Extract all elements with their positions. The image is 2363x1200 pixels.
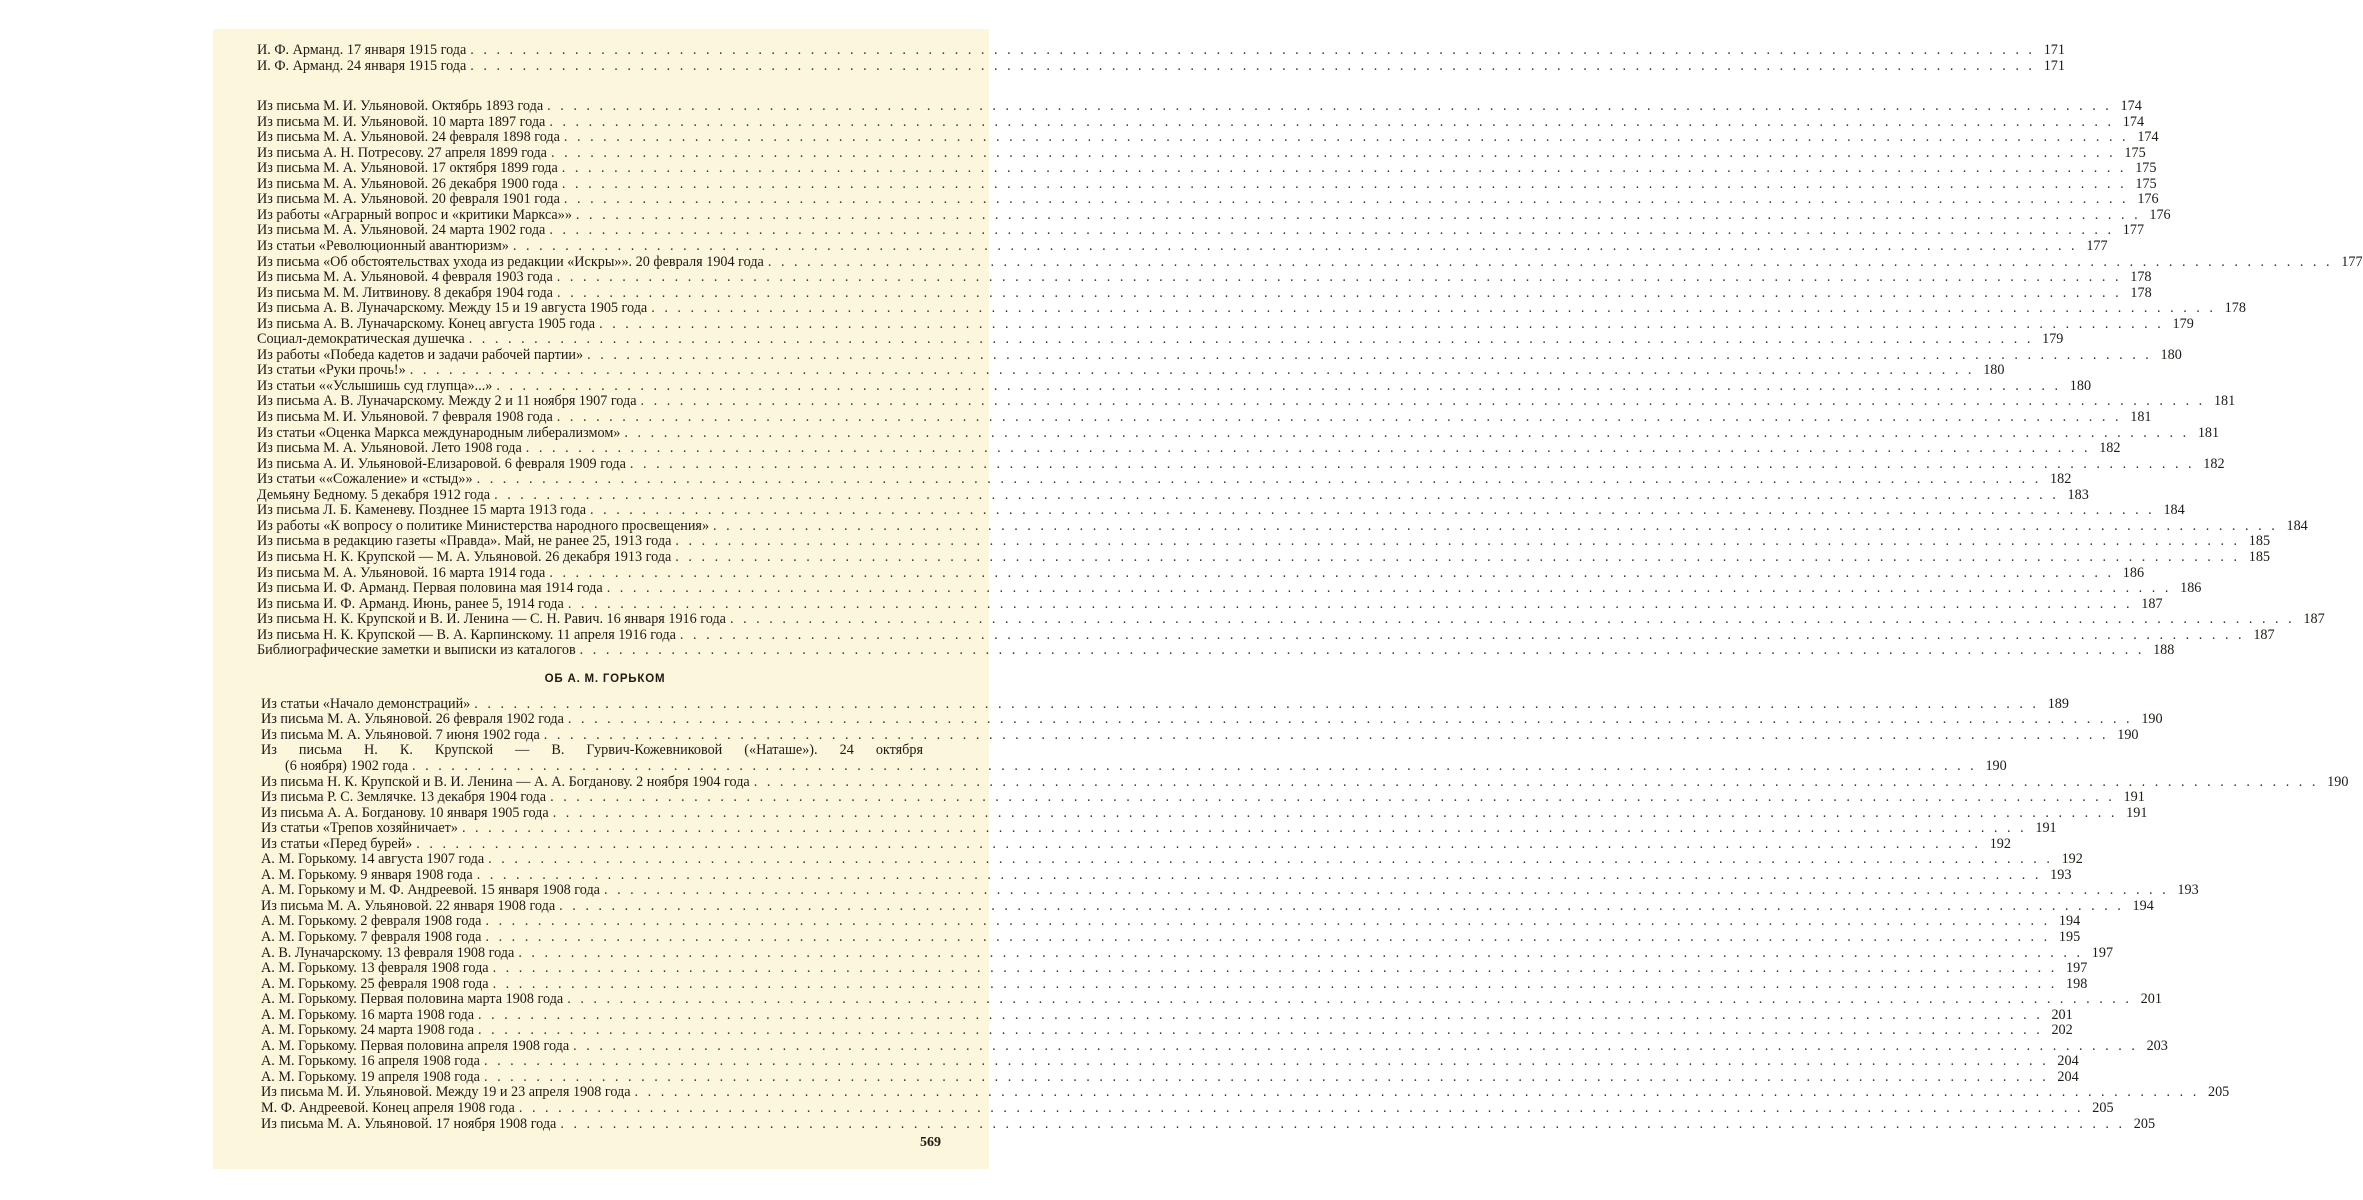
leader-dots: . . . . . . . . . . . . . . . . . . . . . . . . . . . . . . . . . . . . . . . . . . . . . . . . . . . . . . . . . . . . . . . . . . . . . . . . . . . . . . . . . . . . . . . . . . . . . . . . . . . . . . . . . . . . . . . . . . . . . . . . [634, 1084, 2200, 1101]
leader-dots: . . . . . . . . . . . . . . . . . . . . . . . . . . . . . . . . . . . . . . . . . . . . . . . . . . . . . . . . . . . . . . . . . . . . . . . . . . . . . . . . . . . . . . . . . . . . . . . . . . . . . . . . . . . . . . . . . . . . . . . . [729, 611, 2295, 628]
toc-entry [257, 1037, 2168, 1055]
toc-entry-title: Из статьи «Руки прочь!» [257, 362, 406, 379]
page-number: 569 [920, 1135, 941, 1150]
toc-entry-page: 180 [2160, 346, 2182, 363]
toc-entry-page: 177 [2341, 253, 2363, 270]
toc-entry-title: А. М. Горькому. 9 января 1908 года [261, 866, 473, 883]
toc-entry [257, 377, 2092, 395]
toc-entry-page: 197 [2066, 960, 2088, 977]
leader-dots: . . . . . . . . . . . . . . . . . . . . . . . . . . . . . . . . . . . . . . . . . . . . . . . . . . . . . . . . . . . . . . . . . . . . . . . . . . . . . . . . . . . . . . . . . . . . . . . . . . . . . . . . . . . . . . . . . . . . . . . . [606, 580, 2172, 597]
leader-dots: . . . . . . . . . . . . . . . . . . . . . . . . . . . . . . . . . . . . . . . . . . . . . . . . . . . . . . . . . . . . . . . . . . . . . . . . . . . . . . . . . . . . . . . . . . . . . . . . . . . . . . . . . . . . . . . . . . . . . . . . [559, 897, 2124, 914]
toc-entry-title: А. М. Горькому. 19 апреля 1908 года [261, 1068, 480, 1085]
toc-entry [257, 1053, 2079, 1070]
toc-entry-page: 175 [2135, 160, 2157, 177]
toc-entry-title: А. М. Горькому. 25 февраля 1908 года [261, 975, 489, 992]
toc-entry-title: Из письма Н. К. Крупской и В. И. Ленина — А. А. Богданову. 2 ноября 1904 года [261, 773, 750, 790]
toc-entry [257, 866, 2072, 884]
leader-dots: . . . . . . . . . . . . . . . . . . . . . . . . . . . . . . . . . . . . . . . . . . . . . . . . . . . . . . . . . . . . . . . . . . . . . . . . . . . . . . . . . . . . . . . . . . . . . . . . . . . . . . . . . . . . . . . . . . . . . . . . [550, 144, 2116, 161]
leader-dots: . . . . . . . . . . . . . . . . . . . . . . . . . . . . . . . . . . . . . . . . . . . . . . . . . . . . . . . . . . . . . . . . . . . . . . . . . . . . . . . . . . . . . . . . . . . . . . . . . . . . . . . . . . . . . . . . . . . . . . . . [550, 789, 2115, 806]
toc-entry [257, 742, 2007, 774]
leader-dots: . . . . . . . . . . . . . . . . . . . . . . . . . . . . . . . . . . . . . . . . . . . . . . . . . . . . . . . . . . . . . . . . . . . . . . . . . . . . . . . . . . . . . . . . . . . . . . . . . . . . . . . . . . . . . . . . . . . . . . . . [518, 1100, 2084, 1116]
toc-entry-title: Из статьи ««Сожаление» и «стыд»» [257, 471, 473, 488]
toc-entry-page: 204 [2057, 1068, 2079, 1085]
toc-entry [257, 564, 2145, 582]
leader-dots: . . . . . . . . . . . . . . . . . . . . . . . . . . . . . . . . . . . . . . . . . . . . . . . . . . . . . . . . . . . . . . . . . . . . . . . . . . . . . . . . . . . . . . . . . . . . . . . . . . . . . . . . . . . . . . . . . . . . . . . . [476, 471, 2042, 488]
toc-entry-title: А. М. Горькому. Первая половина марта 1908 года [261, 991, 564, 1008]
toc-entry-page: 182 [2050, 471, 2072, 488]
toc-entry-page: 186 [2180, 580, 2202, 597]
toc-entry [257, 928, 2081, 946]
toc-entry [257, 98, 2142, 115]
leader-dots: . . . . . . . . . . . . . . . . . . . . . . . . . . . . . . . . . . . . . . . . . . . . . . . . . . . . . . . . . . . . . . . . . . . . . . . . . . . . . . . . . . . . . . . . . . . . . . . . . . . . . . . . . . . . . . . . . . . . . . . . [543, 726, 2109, 743]
leader-dots: . . . . . . . . . . . . . . . . . . . . . . . . . . . . . . . . . . . . . . . . . . . . . . . . . . . . . . . . . . . . . . . . . . . . . . . . . . . . . . . . . . . . . . . . . . . . . . . . . . . . . . . . . . . . . . . . . . . . . . . . [713, 517, 2278, 534]
leader-dots: . . . . . . . . . . . . . . . . . . . . . . . . . . . . . . . . . . . . . . . . . . . . . . . . . . . . . . . . . . . . . . . . . . . . . . . . . . . . . . . . . . . . . . . . . . . . . . . . . . . . . . . . . . . . . . . . . . . . . . . . [587, 346, 2152, 363]
toc-entry [257, 580, 2202, 597]
leader-dots: . . . . . . . . . . . . . . . . . . . . . . . . . . . . . . . . . . . . . . . . . . . . . . . . . . . . . . . . . . . . . . . . . . . . . . . . . . . . . . . . . . . . . . . . . . . . . . . . . . . . . . . . . . . . . . . . . . . . . . . . [563, 129, 2129, 146]
toc-entry [257, 1084, 2230, 1101]
toc-group-gorky [257, 695, 2349, 1132]
toc-entry-page: 174 [2120, 98, 2142, 115]
leader-dots: . . . . . . . . . . . . . . . . . . . . . . . . . . . . . . . . . . . . . . . . . . . . . . . . . . . . . . . . . . . . . . . . . . . . . . . . . . . . . . . . . . . . . . . . . . . . . . . . . . . . . . . . . . . . . . . . . . . . . . . . [492, 975, 2058, 992]
toc-entry-title: Социал-демократическая душечка [257, 331, 465, 348]
toc-entry-title: Из письма М. А. Ульяновой. 26 февраля 1902 года [261, 711, 564, 728]
toc-entry-page: 185 [2248, 533, 2271, 550]
toc-entry-page: 184 [2163, 502, 2185, 519]
toc-entry [257, 1115, 2156, 1133]
toc-entry-page: 187 [2303, 611, 2325, 628]
toc-entry [257, 611, 2325, 628]
toc-entry [257, 129, 2159, 146]
toc-entry-page: 178 [2130, 269, 2152, 286]
toc-entry-page: 197 [2091, 944, 2114, 961]
toc-entry [257, 331, 2064, 348]
toc-entry-title: И. Ф. Арманд. 17 января 1915 года [257, 42, 467, 58]
toc-entry-title: А. М. Горькому. 7 февраля 1908 года [261, 928, 482, 945]
toc-entry-page: 189 [2047, 695, 2069, 712]
leader-dots: . . . . . . . . . . . . . . . . . . . . . . . . . . . . . . . . . . . . . . . . . . . . . . . . . . . . . . . . . . . . . . . . . . . . . . . . . . . . . . . . . . . . . . . . . . . . . . . . . . . . . . . . . . . . . . . . . . . . . . . . [561, 175, 2127, 192]
toc-entry-title: Из письма Р. С. Землячке. 13 декабря 1904 года [261, 789, 547, 806]
table-of-contents [257, 42, 2363, 1132]
leader-dots: . . . . . . . . . . . . . . . . . . . . . . . . . . . . . . . . . . . . . . . . . . . . . . . . . . . . . . . . . . . . . . . . . . . . . . . . . . . . . . . . . . . . . . . . . . . . . . . . . . . . . . . . . . . . . . . . . . . . . . . . [485, 928, 2051, 945]
toc-entry [257, 300, 2246, 317]
leader-dots: . . . . . . . . . . . . . . . . . . . . . . . . . . . . . . . . . . . . . . . . . . . . . . . . . . . . . . . . . . . . . . . . . . . . . . . . . . . . . . . . . . . . . . . . . . . . . . . . . . . . . . . . . . . . . . . . . . . . . . . . [412, 757, 1977, 774]
leader-dots: . . . . . . . . . . . . . . . . . . . . . . . . . . . . . . . . . . . . . . . . . . . . . . . . . . . . . . . . . . . . . . . . . . . . . . . . . . . . . . . . . . . . . . . . . . . . . . . . . . . . . . . . . . . . . . . . . . . . . . . . [547, 98, 2112, 115]
leader-dots: . . . . . . . . . . . . . . . . . . . . . . . . . . . . . . . . . . . . . . . . . . . . . . . . . . . . . . . . . . . . . . . . . . . . . . . . . . . . . . . . . . . . . . . . . . . . . . . . . . . . . . . . . . . . . . . . . . . . . . . . [478, 1022, 2043, 1039]
leader-dots: . . . . . . . . . . . . . . . . . . . . . . . . . . . . . . . . . . . . . . . . . . . . . . . . . . . . . . . . . . . . . . . . . . . . . . . . . . . . . . . . . . . . . . . . . . . . . . . . . . . . . . . . . . . . . . . . . . . . . . . . [461, 820, 2027, 837]
toc-entry-title: А. В. Луначарскому. 13 февраля 1908 года [261, 944, 515, 961]
toc-entry [257, 820, 2057, 837]
toc-entry-page: 185 [2248, 548, 2270, 565]
leader-dots: . . . . . . . . . . . . . . . . . . . . . . . . . . . . . . . . . . . . . . . . . . . . . . . . . . . . . . . . . . . . . . . . . . . . . . . . . . . . . . . . . . . . . . . . . . . . . . . . . . . . . . . . . . . . . . . . . . . . . . . . [679, 626, 2245, 643]
leader-dots: . . . . . . . . . . . . . . . . . . . . . . . . . . . . . . . . . . . . . . . . . . . . . . . . . . . . . . . . . . . . . . . . . . . . . . . . . . . . . . . . . . . . . . . . . . . . . . . . . . . . . . . . . . . . . . . . . . . . . . . . [416, 835, 1981, 852]
leader-dots: . . . . . . . . . . . . . . . . . . . . . . . . . . . . . . . . . . . . . . . . . . . . . . . . . . . . . . . . . . . . . . . . . . . . . . . . . . . . . . . . . . . . . . . . . . . . . . . . . . . . . . . . . . . . . . . . . . . . . . . . [488, 851, 2053, 868]
toc-entry [257, 206, 2171, 224]
toc-entry-page: 194 [2132, 897, 2154, 914]
toc-entry-title: Из письма М. А. Ульяновой. 24 февраля 1898 года [257, 129, 560, 146]
toc-entry [257, 362, 2005, 379]
leader-dots: . . . . . . . . . . . . . . . . . . . . . . . . . . . . . . . . . . . . . . . . . . . . . . . . . . . . . . . . . . . . . . . . . . . . . . . . . . . . . . . . . . . . . . . . . . . . . . . . . . . . . . . . . . . . . . . . . . . . . . . . [575, 206, 2141, 223]
toc-entry-title: Из письма Л. Б. Каменеву. Позднее 15 марта 1913 года [257, 502, 587, 519]
section-heading: ОБ А. М. ГОРЬКОМ [544, 672, 666, 685]
toc-entry-title: А. М. Горькому и М. Ф. Андреевой. 15 января 1908 года [261, 882, 600, 899]
toc-entry-page: 201 [2140, 991, 2162, 1008]
toc-entry-page: 198 [2066, 975, 2088, 992]
toc-entry-page: 204 [2057, 1053, 2079, 1070]
toc-entry-title: Из письма М. И. Ульяновой. Октябрь 1893 года [257, 98, 544, 115]
toc-entry [257, 144, 2146, 162]
leader-dots: . . . . . . . . . . . . . . . . . . . . . . . . . . . . . . . . . . . . . . . . . . . . . . . . . . . . . . . . . . . . . . . . . . . . . . . . . . . . . . . . . . . . . . . . . . . . . . . . . . . . . . . . . . . . . . . . . . . . . . . . [561, 160, 2127, 177]
toc-entry-title: А. М. Горькому. Первая половина апреля 1908 года [261, 1037, 570, 1054]
toc-entry-title: Из письма Н. К. Крупской — В. А. Карпинскому. 11 апреля 1916 года [257, 626, 676, 643]
toc-entry-page: 190 [1985, 757, 2007, 774]
toc-entry [257, 1068, 2079, 1086]
leader-dots: . . . . . . . . . . . . . . . . . . . . . . . . . . . . . . . . . . . . . . . . . . . . . . . . . . . . . . . . . . . . . . . . . . . . . . . . . . . . . . . . . . . . . . . . . . . . . . . . . . . . . . . . . . . . . . . . . . . . . . . . [525, 440, 2091, 457]
toc-entry-title: Из письма М. И. Ульяновой. 10 марта 1897 года [257, 113, 546, 130]
toc-entry-title: Из письма И. Ф. Арманд. Первая половина мая 1914 года [257, 580, 603, 597]
toc-entry-title: А. М. Горькому. 16 марта 1908 года [261, 1006, 475, 1023]
toc-group-main [257, 98, 2363, 659]
toc-entry-title: М. Ф. Андреевой. Конец апреля 1908 года [261, 1100, 515, 1116]
toc-entry-title: А. М. Горькому. 24 марта 1908 года [261, 1022, 475, 1039]
toc-entry-title: Из письма М. А. Ульяновой. 20 февраля 1901 года [257, 191, 560, 208]
toc-entry-page: 174 [2122, 113, 2145, 130]
toc-entry [257, 424, 2220, 442]
toc-entry-page: 171 [2043, 57, 2065, 74]
leader-dots: . . . . . . . . . . . . . . . . . . . . . . . . . . . . . . . . . . . . . . . . . . . . . . . . . . . . . . . . . . . . . . . . . . . . . . . . . . . . . . . . . . . . . . . . . . . . . . . . . . . . . . . . . . . . . . . . . . . . . . . . [552, 804, 2118, 821]
leader-dots: . . . . . . . . . . . . . . . . . . . . . . . . . . . . . . . . . . . . . . . . . . . . . . . . . . . . . . . . . . . . . . . . . . . . . . . . . . . . . . . . . . . . . . . . . . . . . . . . . . . . . . . . . . . . . . . . . . . . . . . . [549, 564, 2115, 581]
toc-entry-page: 176 [2137, 191, 2159, 208]
leader-dots: . . . . . . . . . . . . . . . . . . . . . . . . . . . . . . . . . . . . . . . . . . . . . . . . . . . . . . . . . . . . . . . . . . . . . . . . . . . . . . . . . . . . . . . . . . . . . . . . . . . . . . . . . . . . . . . . . . . . . . . . [590, 502, 2155, 519]
leader-dots: . . . . . . . . . . . . . . . . . . . . . . . . . . . . . . . . . . . . . . . . . . . . . . . . . . . . . . . . . . . . . . . . . . . . . . . . . . . . . . . . . . . . . . . . . . . . . . . . . . . . . . . . . . . . . . . . . . . . . . . . [753, 773, 2319, 790]
leader-dots: . . . . . . . . . . . . . . . . . . . . . . . . . . . . . . . . . . . . . . . . . . . . . . . . . . . . . . . . . . . . . . . . . . . . . . . . . . . . . . . . . . . . . . . . . . . . . . . . . . . . . . . . . . . . . . . . . . . . . . . . [640, 393, 2206, 410]
leader-dots: . . . . . . . . . . . . . . . . . . . . . . . . . . . . . . . . . . . . . . . . . . . . . . . . . . . . . . . . . . . . . . . . . . . . . . . . . . . . . . . . . . . . . . . . . . . . . . . . . . . . . . . . . . . . . . . . . . . . . . . . [470, 42, 2035, 58]
toc-entry-title: Из работы «Победа кадетов и задачи рабочей партии» [257, 346, 584, 363]
leader-dots: . . . . . . . . . . . . . . . . . . . . . . . . . . . . . . . . . . . . . . . . . . . . . . . . . . . . . . . . . . . . . . . . . . . . . . . . . . . . . . . . . . . . . . . . . . . . . . . . . . . . . . . . . . . . . . . . . . . . . . . . [556, 409, 2122, 426]
toc-entry-title: А. М. Горькому. 16 апреля 1908 года [261, 1053, 480, 1070]
toc-entry-page: 180 [1983, 362, 2005, 379]
toc-entry-title: Из письма М. И. Ульяновой. 7 февраля 1908 года [257, 409, 553, 426]
toc-entry-title: Из статьи «Оценка Маркса международным либерализмом» [257, 424, 621, 441]
toc-entry [257, 548, 2270, 566]
toc-entry [257, 882, 2199, 899]
toc-entry [257, 517, 2308, 535]
toc-entry-page: 188 [2153, 642, 2175, 659]
toc-entry [257, 175, 2157, 193]
toc-entry-page: 171 [2043, 42, 2065, 58]
toc-entry-title: Из статьи «Революционный авантюризм» [257, 238, 509, 255]
leader-dots: . . . . . . . . . . . . . . . . . . . . . . . . . . . . . . . . . . . . . . . . . . . . . . . . . . . . . . . . . . . . . . . . . . . . . . . . . . . . . . . . . . . . . . . . . . . . . . . . . . . . . . . . . . . . . . . . . . . . . . . . [485, 913, 2051, 930]
toc-entry [257, 222, 2145, 239]
toc-entry-title: А. М. Горькому. 2 февраля 1908 года [261, 913, 482, 930]
leader-dots: . . . . . . . . . . . . . . . . . . . . . . . . . . . . . . . . . . . . . . . . . . . . . . . . . . . . . . . . . . . . . . . . . . . . . . . . . . . . . . . . . . . . . . . . . . . . . . . . . . . . . . . . . . . . . . . . . . . . . . . . [603, 882, 2169, 899]
toc-entry-page: 181 [2130, 409, 2152, 426]
leader-dots: . . . . . . . . . . . . . . . . . . . . . . . . . . . . . . . . . . . . . . . . . . . . . . . . . . . . . . . . . . . . . . . . . . . . . . . . . . . . . . . . . . . . . . . . . . . . . . . . . . . . . . . . . . . . . . . . . . . . . . . . [651, 300, 2216, 317]
toc-entry-title: И. Ф. Арманд. 24 января 1915 года [257, 57, 467, 74]
toc-entry-title: Из письма А. А. Богданову. 10 января 1905 года [261, 804, 549, 821]
toc-entry [257, 409, 2152, 426]
toc-entry-title: Из письма М. А. Ульяновой. 24 марта 1902 года [257, 222, 546, 239]
leader-dots: . . . . . . . . . . . . . . . . . . . . . . . . . . . . . . . . . . . . . . . . . . . . . . . . . . . . . . . . . . . . . . . . . . . . . . . . . . . . . . . . . . . . . . . . . . . . . . . . . . . . . . . . . . . . . . . . . . . . . . . . [560, 1115, 2126, 1132]
toc-entry-page: 193 [2177, 882, 2199, 899]
leader-dots: . . . . . . . . . . . . . . . . . . . . . . . . . . . . . . . . . . . . . . . . . . . . . . . . . . . . . . . . . . . . . . . . . . . . . . . . . . . . . . . . . . . . . . . . . . . . . . . . . . . . . . . . . . . . . . . . . . . . . . . . [549, 113, 2115, 130]
toc-entry-title: Из письма «Об обстоятельствах ухода из редакции «Искры»». 20 февраля 1904 года [257, 253, 764, 270]
toc-entry [257, 455, 2225, 473]
toc-entry-page: 174 [2137, 129, 2159, 146]
toc-entry [257, 851, 2083, 868]
toc-entry-title: Из письма М. М. Литвинову. 8 декабря 1904 года [257, 284, 553, 301]
toc-entry-page: 191 [2123, 789, 2145, 806]
toc-entry-page: 203 [2146, 1037, 2168, 1054]
toc-entry [257, 804, 2148, 822]
toc-entry-title: А. М. Горькому. 14 августа 1907 года [261, 851, 485, 868]
toc-entry-page: 191 [2035, 820, 2057, 837]
toc-entry [257, 835, 2011, 853]
toc-entry [257, 113, 2145, 131]
leader-dots: . . . . . . . . . . . . . . . . . . . . . . . . . . . . . . . . . . . . . . . . . . . . . . . . . . . . . . . . . . . . . . . . . . . . . . . . . . . . . . . . . . . . . . . . . . . . . . . . . . . . . . . . . . . . . . . . . . . . . . . . [573, 1037, 2138, 1054]
toc-entry-page: 181 [2213, 393, 2236, 410]
toc-entry-page: 192 [1989, 835, 2011, 852]
toc-entry [257, 975, 2088, 993]
toc-entry-page: 184 [2286, 517, 2308, 534]
leader-dots: . . . . . . . . . . . . . . . . . . . . . . . . . . . . . . . . . . . . . . . . . . . . . . . . . . . . . . . . . . . . . . . . . . . . . . . . . . . . . . . . . . . . . . . . . . . . . . . . . . . . . . . . . . . . . . . . . . . . . . . . [468, 331, 2034, 348]
leader-dots: . . . . . . . . . . . . . . . . . . . . . . . . . . . . . . . . . . . . . . . . . . . . . . . . . . . . . . . . . . . . . . . . . . . . . . . . . . . . . . . . . . . . . . . . . . . . . . . . . . . . . . . . . . . . . . . . . . . . . . . . [629, 455, 2195, 472]
toc-entry-page: 191 [2126, 804, 2148, 821]
toc-entry [257, 42, 2065, 59]
toc-entry-title: Из письма А. И. Ульяновой-Елизаровой. 6 февраля 1909 года [257, 455, 626, 472]
leader-dots: . . . . . . . . . . . . . . . . . . . . . . . . . . . . . . . . . . . . . . . . . . . . . . . . . . . . . . . . . . . . . . . . . . . . . . . . . . . . . . . . . . . . . . . . . . . . . . . . . . . . . . . . . . . . . . . . . . . . . . . . [556, 269, 2122, 286]
toc-entry-page: 179 [2042, 331, 2064, 348]
toc-entry-title: Из письма А. В. Луначарскому. Конец августа 1905 года [257, 315, 596, 332]
toc-entry-title: Из письма М. А. Ульяновой. 4 февраля 1903 года [257, 269, 553, 286]
leader-dots: . . . . . . . . . . . . . . . . . . . . . . . . . . . . . . . . . . . . . . . . . . . . . . . . . . . . . . . . . . . . . . . . . . . . . . . . . . . . . . . . . . . . . . . . . . . . . . . . . . . . . . . . . . . . . . . . . . . . . . . . [492, 960, 2058, 977]
toc-entry-page: 205 [2133, 1115, 2156, 1132]
toc-entry [257, 944, 2114, 962]
leader-dots: . . . . . . . . . . . . . . . . . . . . . . . . . . . . . . . . . . . . . . . . . . . . . . . . . . . . . . . . . . . . . . . . . . . . . . . . . . . . . . . . . . . . . . . . . . . . . . . . . . . . . . . . . . . . . . . . . . . . . . . . [476, 866, 2042, 883]
toc-entry-title: Из письма А. В. Луначарскому. Между 2 и 11 ноября 1907 года [257, 393, 637, 410]
toc-entry-page: 187 [2253, 626, 2275, 643]
toc-entry-title-line1: Из письма Н. К. Крупской — В. Гурвич-Кожевниковой («Наташе»). 24 октября [261, 742, 923, 759]
toc-entry-page: 178 [2130, 284, 2152, 301]
toc-entry-title: Из письма М. И. Ульяновой. Между 19 и 23 апреля 1908 года [261, 1084, 631, 1101]
toc-entry-page: 205 [2207, 1084, 2230, 1101]
toc-entry [257, 711, 2163, 728]
leader-dots: . . . . . . . . . . . . . . . . . . . . . . . . . . . . . . . . . . . . . . . . . . . . . . . . . . . . . . . . . . . . . . . . . . . . . . . . . . . . . . . . . . . . . . . . . . . . . . . . . . . . . . . . . . . . . . . . . . . . . . . . [470, 57, 2035, 74]
toc-entry [257, 502, 2185, 519]
toc-entry-page: 177 [2086, 238, 2108, 255]
toc-entry-title: Из статьи «Начало демонстраций» [261, 695, 471, 712]
toc-entry-title: Из статьи «Трепов хозяйничает» [261, 820, 458, 837]
leader-dots: . . . . . . . . . . . . . . . . . . . . . . . . . . . . . . . . . . . . . . . . . . . . . . . . . . . . . . . . . . . . . . . . . . . . . . . . . . . . . . . . . . . . . . . . . . . . . . . . . . . . . . . . . . . . . . . . . . . . . . . . [767, 253, 2333, 270]
toc-entry [257, 533, 2271, 550]
leader-dots: . . . . . . . . . . . . . . . . . . . . . . . . . . . . . . . . . . . . . . . . . . . . . . . . . . . . . . . . . . . . . . . . . . . . . . . . . . . . . . . . . . . . . . . . . . . . . . . . . . . . . . . . . . . . . . . . . . . . . . . . [567, 711, 2133, 728]
leader-dots: . . . . . . . . . . . . . . . . . . . . . . . . . . . . . . . . . . . . . . . . . . . . . . . . . . . . . . . . . . . . . . . . . . . . . . . . . . . . . . . . . . . . . . . . . . . . . . . . . . . . . . . . . . . . . . . . . . . . . . . . [483, 1068, 2049, 1085]
toc-entry [257, 726, 2139, 744]
toc-group-top [257, 42, 2065, 74]
toc-entry [257, 913, 2081, 930]
toc-entry [257, 269, 2152, 286]
toc-entry-title: Из письма Н. К. Крупской — М. А. Ульяновой. 26 декабря 1913 года [257, 548, 672, 565]
toc-entry-page: 181 [2197, 424, 2220, 441]
toc-entry-page: 190 [2141, 711, 2163, 728]
toc-entry-page: 195 [2058, 928, 2081, 945]
toc-entry [257, 991, 2162, 1008]
toc-entry-page: 190 [2327, 773, 2349, 790]
leader-dots: . . . . . . . . . . . . . . . . . . . . . . . . . . . . . . . . . . . . . . . . . . . . . . . . . . . . . . . . . . . . . . . . . . . . . . . . . . . . . . . . . . . . . . . . . . . . . . . . . . . . . . . . . . . . . . . . . . . . . . . . [474, 695, 2039, 712]
toc-entry-page: 178 [2224, 300, 2246, 317]
toc-entry-title: Из письма М. А. Ульяновой. 16 марта 1914 года [257, 564, 546, 581]
toc-entry [257, 57, 2065, 75]
toc-entry [257, 960, 2088, 977]
leader-dots: . . . . . . . . . . . . . . . . . . . . . . . . . . . . . . . . . . . . . . . . . . . . . . . . . . . . . . . . . . . . . . . . . . . . . . . . . . . . . . . . . . . . . . . . . . . . . . . . . . . . . . . . . . . . . . . . . . . . . . . . [624, 424, 2190, 441]
toc-entry-page: 187 [2141, 595, 2163, 612]
toc-entry-page: 177 [2122, 222, 2145, 239]
toc-entry-title: Из работы «К вопросу о политике Министерства народного просвещения» [257, 517, 710, 534]
toc-entry-page: 183 [2067, 486, 2089, 503]
toc-entry-page: 193 [2050, 866, 2072, 883]
leader-dots: . . . . . . . . . . . . . . . . . . . . . . . . . . . . . . . . . . . . . . . . . . . . . . . . . . . . . . . . . . . . . . . . . . . . . . . . . . . . . . . . . . . . . . . . . . . . . . . . . . . . . . . . . . . . . . . . . . . . . . . . [567, 991, 2132, 1008]
leader-dots: . . . . . . . . . . . . . . . . . . . . . . . . . . . . . . . . . . . . . . . . . . . . . . . . . . . . . . . . . . . . . . . . . . . . . . . . . . . . . . . . . . . . . . . . . . . . . . . . . . . . . . . . . . . . . . . . . . . . . . . . [496, 377, 2062, 394]
toc-entry [257, 315, 2194, 333]
leader-dots: . . . . . . . . . . . . . . . . . . . . . . . . . . . . . . . . . . . . . . . . . . . . . . . . . . . . . . . . . . . . . . . . . . . . . . . . . . . . . . . . . . . . . . . . . . . . . . . . . . . . . . . . . . . . . . . . . . . . . . . . [483, 1053, 2049, 1070]
toc-entry-page: 179 [2172, 315, 2194, 332]
toc-entry [257, 1006, 2073, 1024]
toc-entry-title: Библиографические заметки и выписки из каталогов [257, 642, 576, 659]
toc-entry-page: 182 [2203, 455, 2225, 472]
toc-entry [257, 626, 2275, 644]
leader-dots: . . . . . . . . . . . . . . . . . . . . . . . . . . . . . . . . . . . . . . . . . . . . . . . . . . . . . . . . . . . . . . . . . . . . . . . . . . . . . . . . . . . . . . . . . . . . . . . . . . . . . . . . . . . . . . . . . . . . . . . . [512, 238, 2078, 255]
toc-entry [257, 253, 2363, 271]
toc-entry-page: 205 [2092, 1100, 2114, 1116]
leader-dots: . . . . . . . . . . . . . . . . . . . . . . . . . . . . . . . . . . . . . . . . . . . . . . . . . . . . . . . . . . . . . . . . . . . . . . . . . . . . . . . . . . . . . . . . . . . . . . . . . . . . . . . . . . . . . . . . . . . . . . . . [563, 191, 2129, 208]
toc-entry-title: Из письма М. А. Ульяновой. 17 октября 1899 года [257, 160, 558, 177]
toc-entry [257, 393, 2236, 410]
toc-entry-title: Из письма А. Н. Потресову. 27 апреля 1899 года [257, 144, 547, 161]
toc-entry [257, 1100, 2114, 1117]
toc-entry [257, 642, 2175, 659]
toc-entry [257, 897, 2154, 915]
toc-entry-title-line2: (6 ноября) 1902 года [285, 757, 409, 774]
toc-entry [257, 695, 2069, 713]
toc-entry-page: 201 [2051, 1006, 2073, 1023]
toc-entry-title: Из письма в редакцию газеты «Правда». Май, не ранее 25, 1913 года [257, 533, 672, 550]
leader-dots: . . . . . . . . . . . . . . . . . . . . . . . . . . . . . . . . . . . . . . . . . . . . . . . . . . . . . . . . . . . . . . . . . . . . . . . . . . . . . . . . . . . . . . . . . . . . . . . . . . . . . . . . . . . . . . . . . . . . . . . . [518, 944, 2084, 961]
leader-dots: . . . . . . . . . . . . . . . . . . . . . . . . . . . . . . . . . . . . . . . . . . . . . . . . . . . . . . . . . . . . . . . . . . . . . . . . . . . . . . . . . . . . . . . . . . . . . . . . . . . . . . . . . . . . . . . . . . . . . . . . [556, 284, 2122, 301]
toc-entry-title: Из статьи «Перед бурей» [261, 835, 413, 852]
toc-entry [257, 346, 2182, 364]
toc-entry [257, 284, 2152, 302]
leader-dots: . . . . . . . . . . . . . . . . . . . . . . . . . . . . . . . . . . . . . . . . . . . . . . . . . . . . . . . . . . . . . . . . . . . . . . . . . . . . . . . . . . . . . . . . . . . . . . . . . . . . . . . . . . . . . . . . . . . . . . . . [567, 595, 2133, 612]
leader-dots: . . . . . . . . . . . . . . . . . . . . . . . . . . . . . . . . . . . . . . . . . . . . . . . . . . . . . . . . . . . . . . . . . . . . . . . . . . . . . . . . . . . . . . . . . . . . . . . . . . . . . . . . . . . . . . . . . . . . . . . . [599, 315, 2164, 332]
toc-entry-title: Из письма М. А. Ульяновой. 17 ноября 1908 года [261, 1115, 557, 1132]
book-page [213, 29, 2363, 1169]
toc-entry [257, 789, 2145, 806]
toc-entry [257, 238, 2108, 255]
toc-entry-page: 176 [2149, 206, 2171, 223]
toc-entry [257, 191, 2159, 208]
toc-entry [257, 773, 2349, 791]
leader-dots: . . . . . . . . . . . . . . . . . . . . . . . . . . . . . . . . . . . . . . . . . . . . . . . . . . . . . . . . . . . . . . . . . . . . . . . . . . . . . . . . . . . . . . . . . . . . . . . . . . . . . . . . . . . . . . . . . . . . . . . . [549, 222, 2115, 239]
toc-entry-title: Из письма М. А. Ульяновой. 26 декабря 1900 года [257, 175, 558, 192]
toc-entry-title: Из письма М. А. Ульяновой. 7 июня 1902 года [261, 726, 540, 743]
leader-dots: . . . . . . . . . . . . . . . . . . . . . . . . . . . . . . . . . . . . . . . . . . . . . . . . . . . . . . . . . . . . . . . . . . . . . . . . . . . . . . . . . . . . . . . . . . . . . . . . . . . . . . . . . . . . . . . . . . . . . . . . [579, 642, 2145, 659]
toc-entry [257, 486, 2089, 504]
toc-entry-page: 190 [2117, 726, 2139, 743]
toc-entry-page: 202 [2051, 1022, 2073, 1039]
toc-entry-page: 194 [2058, 913, 2081, 930]
toc-entry [257, 595, 2163, 613]
toc-entry [257, 440, 2121, 457]
toc-entry-title: Из работы «Аграрный вопрос и «критики Маркса»» [257, 206, 572, 223]
toc-entry-page: 180 [2069, 377, 2092, 394]
toc-entry-page: 182 [2099, 440, 2121, 457]
leader-dots: . . . . . . . . . . . . . . . . . . . . . . . . . . . . . . . . . . . . . . . . . . . . . . . . . . . . . . . . . . . . . . . . . . . . . . . . . . . . . . . . . . . . . . . . . . . . . . . . . . . . . . . . . . . . . . . . . . . . . . . . [409, 362, 1975, 379]
toc-entry-title: А. М. Горькому. 13 февраля 1908 года [261, 960, 489, 977]
toc-entry-title: Из письма М. А. Ульяновой. Лето 1908 года [257, 440, 522, 457]
toc-entry-title: Демьяну Бедному. 5 декабря 1912 года [257, 486, 491, 503]
toc-entry-title: Из статьи ««Услышишь суд глупца»...» [257, 377, 493, 394]
toc-entry-title: Из письма А. В. Луначарскому. Между 15 и 19 августа 1905 года [257, 300, 648, 317]
toc-entry-page: 192 [2061, 851, 2083, 868]
leader-dots: . . . . . . . . . . . . . . . . . . . . . . . . . . . . . . . . . . . . . . . . . . . . . . . . . . . . . . . . . . . . . . . . . . . . . . . . . . . . . . . . . . . . . . . . . . . . . . . . . . . . . . . . . . . . . . . . . . . . . . . . [675, 533, 2241, 550]
leader-dots: . . . . . . . . . . . . . . . . . . . . . . . . . . . . . . . . . . . . . . . . . . . . . . . . . . . . . . . . . . . . . . . . . . . . . . . . . . . . . . . . . . . . . . . . . . . . . . . . . . . . . . . . . . . . . . . . . . . . . . . . [478, 1006, 2043, 1023]
leader-dots: . . . . . . . . . . . . . . . . . . . . . . . . . . . . . . . . . . . . . . . . . . . . . . . . . . . . . . . . . . . . . . . . . . . . . . . . . . . . . . . . . . . . . . . . . . . . . . . . . . . . . . . . . . . . . . . . . . . . . . . . [494, 486, 2059, 503]
toc-entry-title: Из письма М. А. Ульяновой. 22 января 1908 года [261, 897, 556, 914]
toc-entry-page: 175 [2124, 144, 2146, 161]
toc-entry [257, 1022, 2073, 1039]
toc-entry-title: Из письма И. Ф. Арманд. Июнь, ранее 5, 1914 года [257, 595, 564, 612]
leader-dots: . . . . . . . . . . . . . . . . . . . . . . . . . . . . . . . . . . . . . . . . . . . . . . . . . . . . . . . . . . . . . . . . . . . . . . . . . . . . . . . . . . . . . . . . . . . . . . . . . . . . . . . . . . . . . . . . . . . . . . . . [675, 548, 2240, 565]
toc-entry [257, 160, 2157, 177]
toc-entry-page: 175 [2135, 175, 2157, 192]
toc-entry [257, 471, 2072, 488]
toc-entry-title: Из письма Н. К. Крупской и В. И. Ленина — С. Н. Равич. 16 января 1916 года [257, 611, 726, 628]
toc-entry-page: 186 [2122, 564, 2145, 581]
